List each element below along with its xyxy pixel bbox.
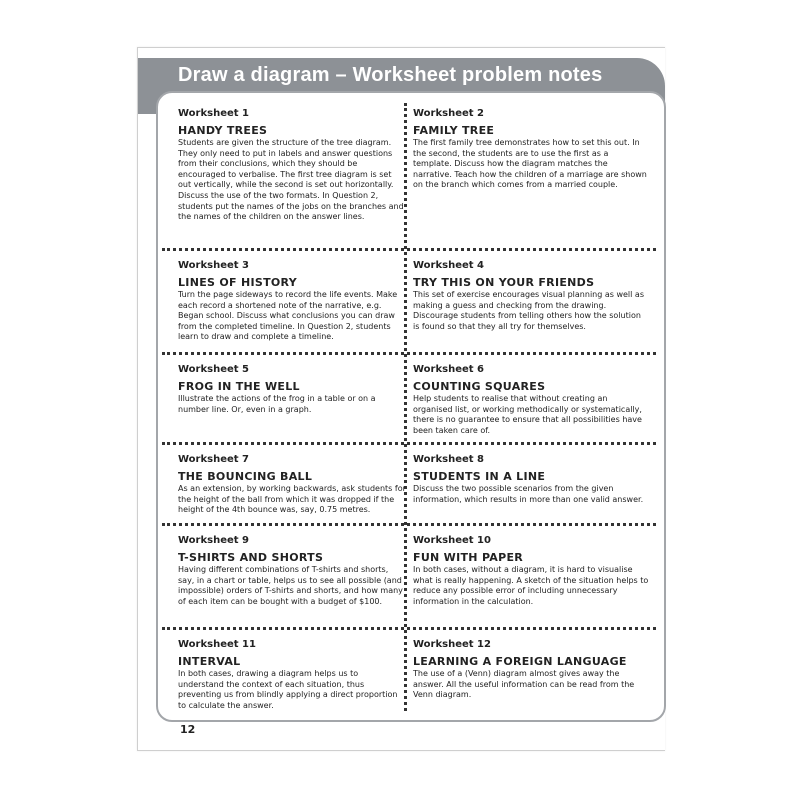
note-body: Having different combinations of T-shirts and shorts, say, in a chart or table, helps us to see all possible (and impossible) orders of T-shirts and shorts, and how many of each item can be bought with a budget of $100. — [178, 565, 403, 606]
note-card-worksheet-12 — [413, 639, 649, 701]
worksheet-label: Worksheet 9 — [178, 535, 249, 546]
note-body: The use of a (Venn) diagram almost gives away the answer. All the useful information can be read from the Venn diagram. — [413, 669, 635, 700]
note-body: This set of exercise encourages visual planning as well as making a guess and checking from the drawing. Discourage students from telling others how the solution is found so that they all try for themselves. — [413, 290, 644, 331]
note-card-worksheet-9 — [178, 535, 406, 607]
row-divider — [162, 442, 656, 445]
note-title: HANDY TREES — [178, 124, 268, 137]
note-title: COUNTING SQUARES — [413, 380, 546, 393]
page-title: Draw a diagram – Worksheet problem notes — [178, 64, 603, 86]
note-title: FROG IN THE WELL — [178, 380, 300, 393]
worksheet-label: Worksheet 11 — [178, 639, 256, 650]
note-body: Discuss the two possible scenarios from the given information, which results in more than one valid answer. — [413, 484, 644, 504]
note-card-worksheet-2 — [413, 108, 649, 191]
note-title: THE BOUNCING BALL — [178, 470, 313, 483]
worksheet-label: Worksheet 7 — [178, 454, 249, 465]
worksheet-label: Worksheet 4 — [413, 260, 484, 271]
note-title: INTERVAL — [178, 655, 241, 668]
page-number: 12 — [180, 723, 196, 736]
note-card-worksheet-4 — [413, 260, 649, 332]
note-body: In both cases, drawing a diagram helps us to understand the context of each situation, thus preventing us from blindly applying a direct proportion to calculate the answer. — [178, 669, 398, 710]
row-divider — [162, 627, 656, 630]
note-body: Help students to realise that without creating an organised list, or working methodically or systematically, there is no guarantee to ensure that all possibilities have been taken care of. — [413, 394, 642, 435]
note-card-worksheet-7 — [178, 454, 406, 516]
note-body: Turn the page sideways to record the life events. Make each record a shortened note of the narrative, e.g. Began school. Discuss what conclusions you can draw from the completed timeline. In Question 2, students learn to draw and complete a timeline. — [178, 290, 398, 342]
worksheet-label: Worksheet 12 — [413, 639, 491, 650]
note-card-worksheet-1 — [178, 108, 406, 223]
worksheet-label: Worksheet 5 — [178, 364, 249, 375]
worksheet-label: Worksheet 6 — [413, 364, 484, 375]
note-title: STUDENTS IN A LINE — [413, 470, 546, 483]
note-card-worksheet-10 — [413, 535, 649, 607]
note-body: Students are given the structure of the tree diagram. They only need to put in labels and answer questions from their conclusions, which they should be encouraged to verbalise. The first tree diagram is set out vertically, while the second is set out horizontally. Discuss the use of the two formats. In Question 2, students put the names of the jobs on the branches and the names of the children on the answer lines. — [178, 138, 404, 222]
note-title: T-SHIRTS AND SHORTS — [178, 551, 324, 564]
note-body: The first family tree demonstrates how to set this out. In the second, the students are to use the first as a template. Discuss how the diagram matches the narrative. Teach how the children of a marriage are shown on the branch which comes from a married couple. — [413, 138, 647, 190]
note-card-worksheet-6 — [413, 364, 649, 436]
note-card-worksheet-5 — [178, 364, 406, 415]
worksheet-label: Worksheet 2 — [413, 108, 484, 119]
worksheet-label: Worksheet 8 — [413, 454, 484, 465]
note-card-worksheet-11 — [178, 639, 406, 711]
row-divider — [162, 352, 656, 355]
row-divider — [162, 248, 656, 251]
note-title: FUN WITH PAPER — [413, 551, 524, 564]
row-divider — [162, 523, 656, 526]
note-body: Illustrate the actions of the frog in a table or on a number line. Or, even in a graph. — [178, 394, 376, 414]
note-title: TRY THIS ON YOUR FRIENDS — [413, 276, 595, 289]
note-title: LINES OF HISTORY — [178, 276, 297, 289]
note-body: As an extension, by working backwards, ask students for the height of the ball from which it was dropped if the height of the 4th bounce was, say, 0.75 metres. — [178, 484, 406, 515]
note-title: FAMILY TREE — [413, 124, 495, 137]
worksheet-label: Worksheet 3 — [178, 260, 249, 271]
note-title: LEARNING A FOREIGN LANGUAGE — [413, 655, 627, 668]
worksheet-label: Worksheet 1 — [178, 108, 249, 119]
worksheet-label: Worksheet 10 — [413, 535, 491, 546]
note-body: In both cases, without a diagram, it is hard to visualise what is really happening. A sketch of the situation helps to reduce any possible error of including unnecessary information in the calculation. — [413, 565, 649, 606]
note-card-worksheet-8 — [413, 454, 649, 505]
notes-panel — [156, 91, 666, 722]
note-card-worksheet-3 — [178, 260, 406, 343]
worksheet-page — [137, 47, 665, 751]
